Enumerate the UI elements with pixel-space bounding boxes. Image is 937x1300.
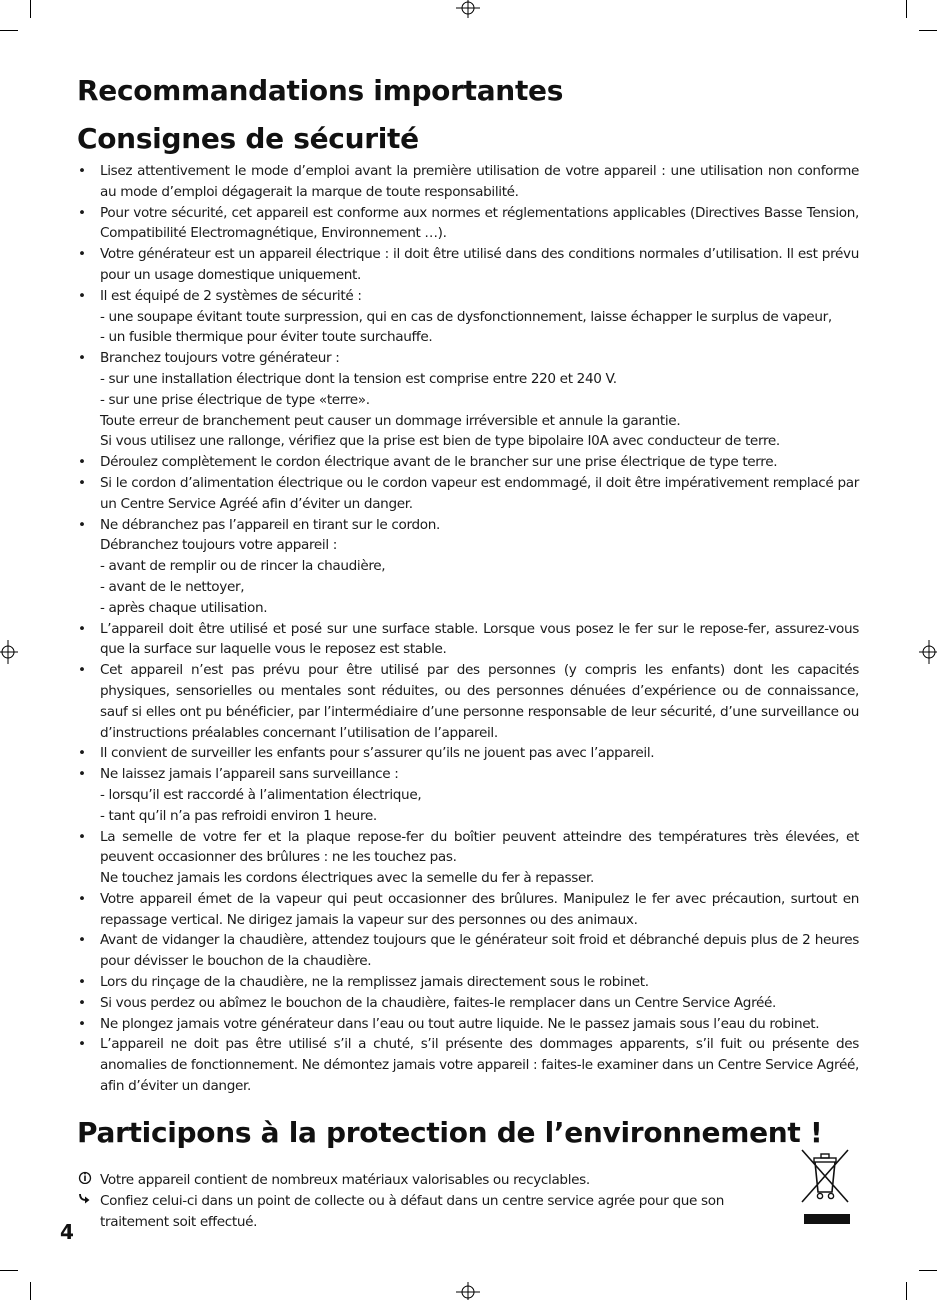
bullet: • (78, 662, 86, 679)
safety-item-text: Ne débranchez pas l’appareil en tirant sur le cordon. (100, 516, 440, 533)
bullet: • (78, 516, 86, 533)
safety-item-text: L’appareil ne doit pas être utilisé s’il a chuté, s’il présente des dommages apparents, s’il fuit ou présente des anomalies de fonctionnement. Ne démontez jamais votre appareil : faites-le examiner dans un Centre Service Agréé, afin d’éviter un danger. (100, 1036, 859, 1095)
safety-item-text: Lors du rinçage de la chaudière, ne la remplissez jamais directement sous le robinet. (100, 974, 649, 991)
safety-item (78, 348, 859, 452)
bullet: • (78, 204, 86, 221)
environment-list (78, 1170, 758, 1232)
crop-mark (919, 1270, 937, 1271)
safety-item (78, 972, 859, 993)
list-item (78, 1170, 758, 1191)
crop-mark (906, 1282, 907, 1300)
safety-item-subline: - lorsqu’il est raccordé à l’alimentation électrique, (100, 786, 422, 803)
safety-item (78, 1034, 859, 1096)
safety-item (78, 619, 859, 661)
safety-item-subline: - sur une prise électrique de type «terre». (100, 391, 370, 408)
safety-item (78, 473, 859, 515)
recycle-info-icon (78, 1170, 92, 1191)
safety-item (78, 203, 859, 245)
weee-crossed-bin-icon (798, 1146, 854, 1226)
safety-item-subline: Ne touchez jamais les cordons électriques avec la semelle du fer à repasser. (100, 870, 594, 887)
page-title: Recommandations importantes (77, 74, 564, 107)
safety-item-subline: - sur une installation électrique dont la tension est comprise entre 220 et 240 V. (100, 370, 617, 387)
safety-item-text: Pour votre sécurité, cet appareil est conforme aux normes et réglementations applicables (Directives Basse Tension, Compatibilité Electromagnétique, Environnement …). (100, 204, 859, 242)
bullet: • (78, 287, 86, 304)
bullet: • (78, 974, 86, 991)
bullet: • (78, 766, 86, 783)
safety-item-text: Il convient de surveiller les enfants pour s’assurer qu’ils ne jouent pas avec l’appareil. (100, 745, 655, 762)
bullet: • (78, 1036, 86, 1053)
safety-item (78, 993, 859, 1014)
crop-mark (30, 0, 31, 18)
crop-mark (0, 1270, 18, 1271)
safety-heading: Consignes de sécurité (77, 122, 419, 155)
crop-mark (919, 30, 937, 31)
safety-item-subline: - avant de le nettoyer, (100, 578, 245, 595)
crop-mark (30, 1282, 31, 1300)
safety-item-text: Votre générateur est un appareil électrique : il doit être utilisé dans des conditions normales d’utilisation. Il est prévu pour un usage domestique uniquement. (100, 246, 859, 283)
bullet: • (78, 350, 86, 367)
bullet: • (78, 246, 86, 263)
safety-item-text: Ne plongez jamais votre générateur dans l’eau ou tout autre liquide. Ne le passez jamais sous l’eau du robinet. (100, 1015, 820, 1032)
safety-item-text: L’appareil doit être utilisé et posé sur une surface stable. Lorsque vous posez le fer sur le repose-fer, assurez-vous que la surface sur laquelle vous le reposez est stable. (100, 620, 859, 658)
list-item (78, 1191, 758, 1233)
registration-mark-left (0, 636, 20, 668)
bullet: • (78, 890, 86, 907)
safety-item (78, 764, 859, 826)
safety-item-subline: - une soupape évitant toute surpression, qui en cas de dysfonctionnement, laisse échapper le surplus de vapeur, (100, 308, 832, 325)
safety-item-text: Lisez attentivement le mode d’emploi avant la première utilisation de votre appareil : une utilisation non conforme au mode d’emploi dégagerait la marque de toute responsabilité. (100, 163, 859, 200)
crop-mark (0, 30, 18, 31)
safety-item (78, 452, 859, 473)
safety-item (78, 930, 859, 972)
safety-item-text: Il est équipé de 2 systèmes de sécurité : (100, 287, 362, 304)
safety-item-subline: - un fusible thermique pour éviter toute surchauffe. (100, 329, 433, 346)
safety-item (78, 286, 859, 348)
safety-item-text: Si le cordon d’alimentation électrique ou le cordon vapeur est endommagé, il doit être impérativement remplacé par un Centre Service Agréé afin d’éviter un danger. (100, 474, 859, 512)
env-item-text: Confiez celui-ci dans un point de collecte ou à défaut dans un centre service agrée pour que son traitement soit effectué. (100, 1192, 725, 1230)
safety-item-subline: - avant de remplir ou de rincer la chaudière, (100, 558, 386, 575)
safety-item-text: La semelle de votre fer et la plaque repose-fer du boîtier peuvent atteindre des températures très élevées, et peuvent occasionner des brûlures : ne les touchez pas. (100, 828, 859, 866)
safety-item-text: Ne laissez jamais l’appareil sans surveillance : (100, 766, 399, 783)
bullet: • (78, 828, 86, 845)
bullet: • (78, 474, 86, 491)
safety-item-subline: Toute erreur de branchement peut causer un dommage irréversible et annule la garantie. (100, 412, 681, 429)
safety-item (78, 743, 859, 764)
page-number: 4 (60, 1220, 74, 1244)
safety-item (78, 1014, 859, 1035)
safety-item-text: Branchez toujours votre générateur : (100, 350, 340, 367)
safety-item (78, 889, 859, 931)
safety-list (78, 161, 859, 1097)
bullet: • (78, 994, 86, 1011)
bullet: • (78, 1015, 86, 1032)
safety-item-subline: - tant qu’il n’a pas refroidi environ 1 heure. (100, 807, 377, 824)
safety-item-text: Déroulez complètement le cordon électrique avant de le brancher sur une prise électrique de type terre. (100, 454, 778, 471)
safety-item-text: Si vous perdez ou abîmez le bouchon de la chaudière, faites-le remplacer dans un Centre Service Agréé. (100, 994, 777, 1011)
registration-mark-top (452, 0, 484, 20)
safety-item (78, 515, 859, 619)
registration-mark-right (917, 636, 937, 668)
registration-mark-bottom (452, 1280, 484, 1300)
safety-item-subline: - après chaque utilisation. (100, 599, 268, 616)
crop-mark (906, 0, 907, 18)
safety-item-text: Cet appareil n’est pas prévu pour être utilisé par des personnes (y compris les enfants) dont les capacités physiques, sensorielles ou mentales sont réduites, ou des personnes dénuées d’expérience ou de connaissance, sauf si elles ont pu bénéficier, par l’intermédiaire d’une personne responsable de leur sécurité, d’une surveillance ou d’instructions préalables concernant l’utilisation de l’appareil. (100, 662, 859, 741)
safety-item-text: Avant de vidanger la chaudière, attendez toujours que le générateur soit froid et débranché depuis plus de 2 heures pour dévisser le bouchon de la chaudière. (100, 932, 859, 970)
env-item-text: Votre appareil contient de nombreux matériaux valorisables ou recyclables. (100, 1172, 590, 1188)
safety-item-subline: Si vous utilisez une rallonge, vérifiez que la prise est bien de type bipolaire I0A avec conducteur de terre. (100, 433, 780, 450)
safety-item (78, 161, 859, 203)
arrow-icon (78, 1191, 92, 1212)
bullet: • (78, 454, 86, 471)
safety-item-text: Votre appareil émet de la vapeur qui peut occasionner des brûlures. Manipulez le fer avec précaution, surtout en repassage vertical. Ne dirigez jamais la vapeur sur des personnes ou des animaux. (100, 890, 859, 928)
bullet: • (78, 932, 86, 949)
safety-item-subline: Débranchez toujours votre appareil : (100, 537, 337, 554)
bullet: • (78, 745, 86, 762)
safety-item (78, 827, 859, 889)
environment-heading: Participons à la protection de l’environnement ! (77, 1116, 823, 1149)
bullet: • (78, 163, 86, 179)
safety-item (78, 660, 859, 743)
bullet: • (78, 620, 86, 637)
safety-item (78, 244, 859, 286)
